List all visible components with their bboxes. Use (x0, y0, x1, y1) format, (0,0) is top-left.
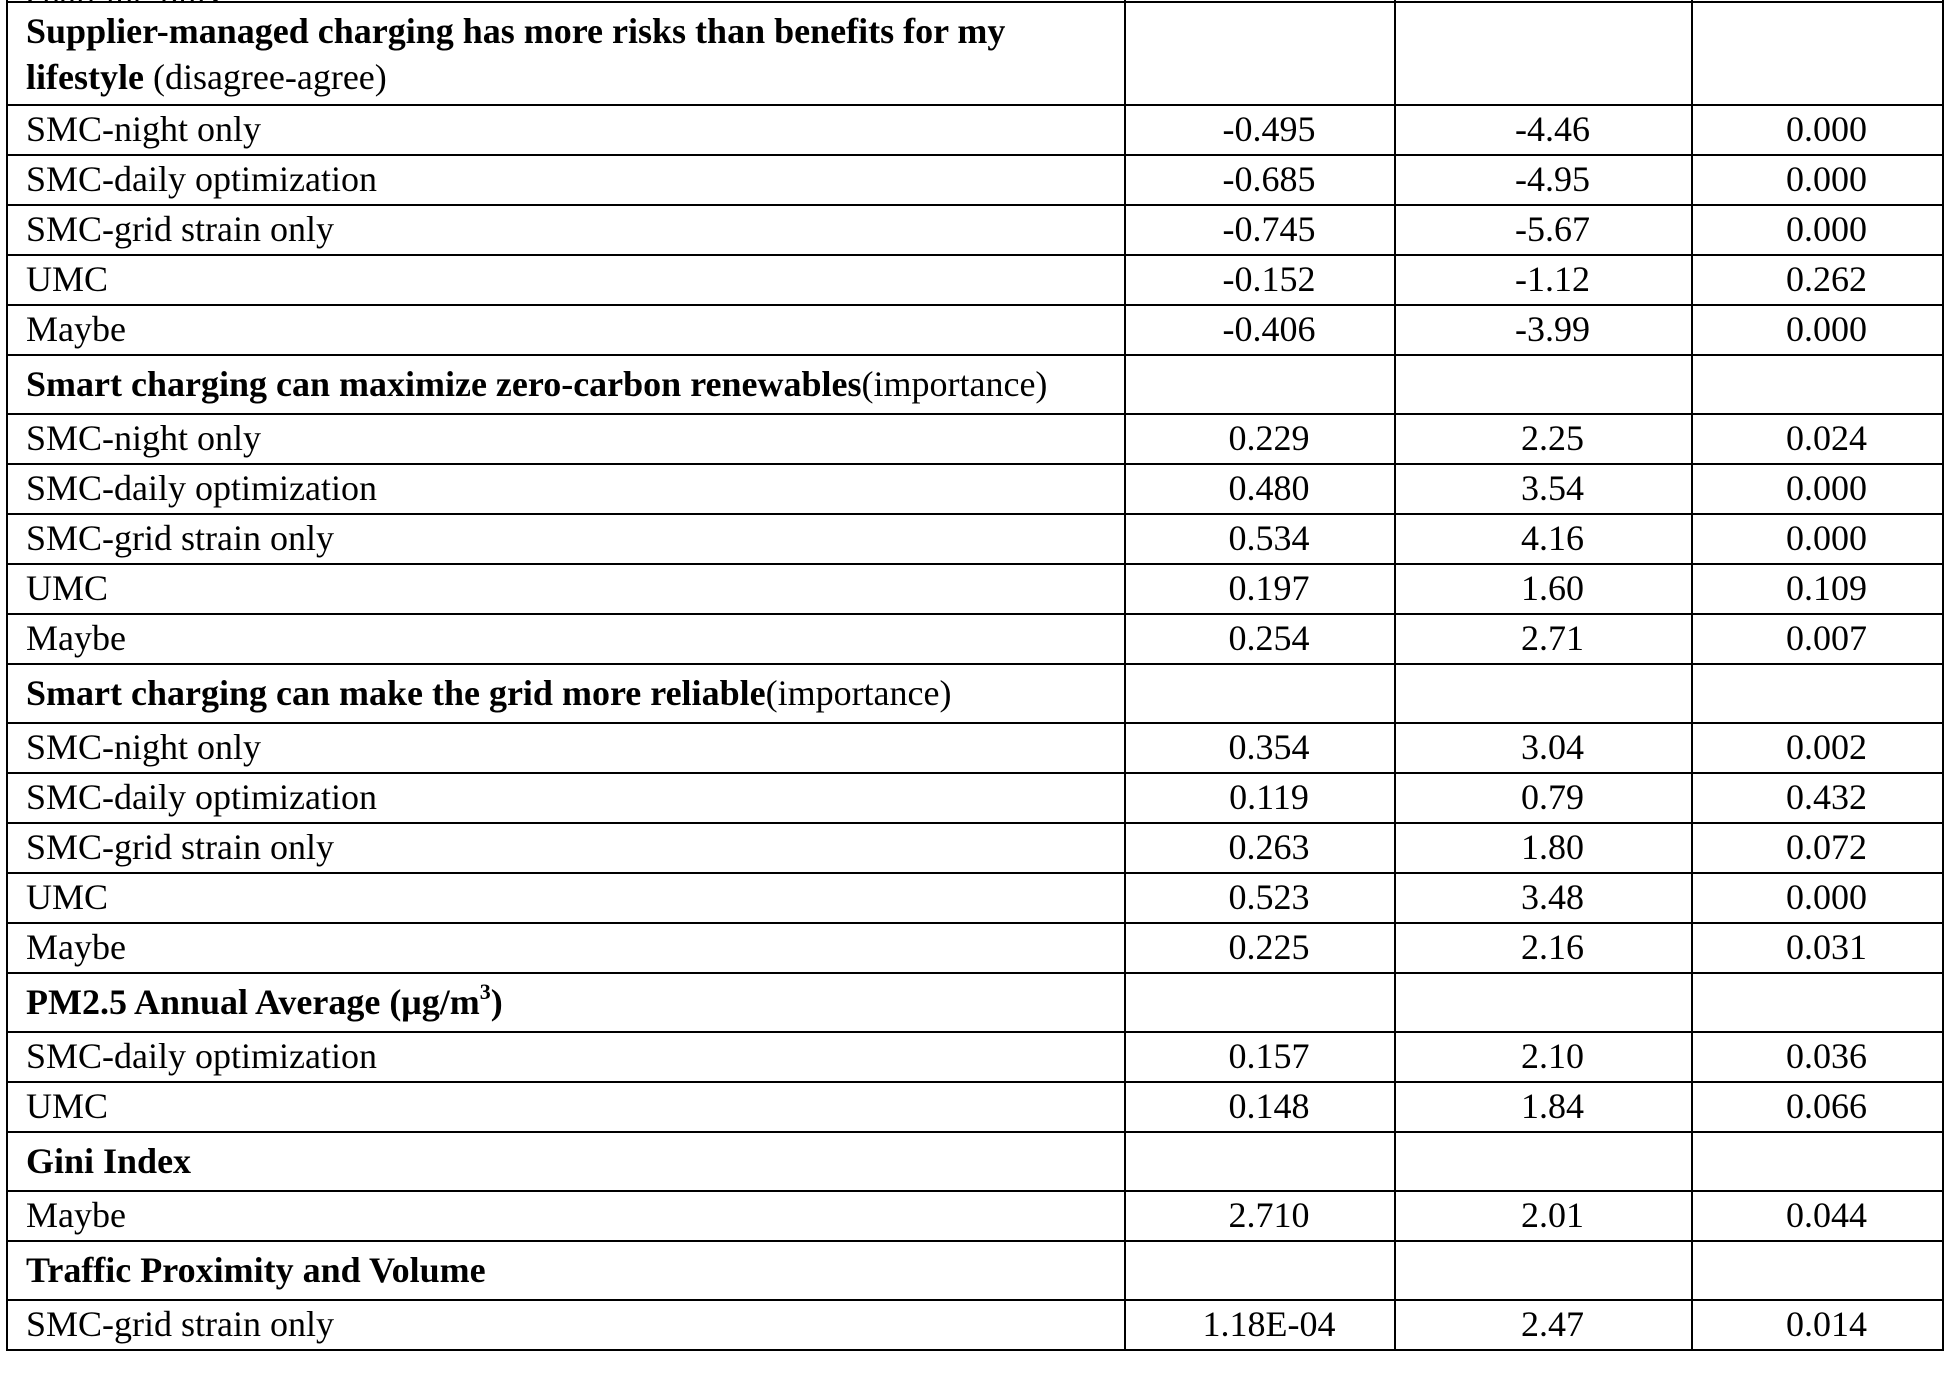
section-header-row (7, 1241, 1943, 1300)
row-label: SMC-night only (7, 414, 1125, 464)
coefficient-cell: -0.406 (1125, 305, 1395, 355)
t-stat-cell: -4.46 (1395, 105, 1692, 155)
table-row (7, 1300, 1943, 1350)
section-header-row (7, 2, 1943, 105)
coefficient-cell: 2.710 (1125, 1191, 1395, 1241)
section-title-bold: Smart charging can make the grid more reliable (26, 673, 766, 713)
table-row (7, 614, 1943, 664)
empty-cell (1125, 664, 1395, 723)
section-title (7, 664, 1125, 723)
coefficient-cell: -0.745 (1125, 205, 1395, 255)
row-label: SMC-night only (7, 723, 1125, 773)
table-body (7, 0, 1943, 1350)
empty-cell (1125, 1132, 1395, 1191)
coefficient-cell: 0.354 (1125, 723, 1395, 773)
p-value-cell: 0.000 (1692, 105, 1943, 155)
t-stat-cell: 3.54 (1395, 464, 1692, 514)
row-label: UMC (7, 1082, 1125, 1132)
section-title (7, 355, 1125, 414)
t-stat-cell: -4.95 (1395, 155, 1692, 205)
section-title-bold: Traffic Proximity and Volume (26, 1250, 486, 1290)
t-stat-cell: 3.04 (1395, 723, 1692, 773)
table-row (7, 1082, 1943, 1132)
t-stat-cell: 2.25 (1395, 414, 1692, 464)
p-value-cell: 0.036 (1692, 1032, 1943, 1082)
section-header-row (7, 664, 1943, 723)
empty-cell (1395, 1132, 1692, 1191)
empty-cell (1395, 2, 1692, 105)
t-stat-cell: 2.71 (1395, 614, 1692, 664)
p-value-cell: 0.031 (1692, 923, 1943, 973)
coefficient-cell: 0.229 (1125, 414, 1395, 464)
row-label: Maybe (7, 1191, 1125, 1241)
p-value-cell: 0.109 (1692, 564, 1943, 614)
t-stat-cell: 1.60 (1395, 564, 1692, 614)
coefficient-cell: 0.148 (1125, 1082, 1395, 1132)
t-stat-cell: 3.48 (1395, 873, 1692, 923)
empty-cell (1125, 2, 1395, 105)
p-value-cell: 0.072 (1692, 823, 1943, 873)
empty-cell (1395, 355, 1692, 414)
section-title-bold: Smart charging can maximize zero-carbon renewables (26, 364, 862, 404)
table-row (7, 305, 1943, 355)
t-stat-cell: 2.10 (1395, 1032, 1692, 1082)
row-label: SMC-grid strain only (7, 514, 1125, 564)
coefficient-cell: 0.480 (1125, 464, 1395, 514)
table-row (7, 255, 1943, 305)
table-row (7, 514, 1943, 564)
empty-cell (1395, 973, 1692, 1032)
p-value-cell: 0.024 (1692, 414, 1943, 464)
t-stat-cell: 2.01 (1395, 1191, 1692, 1241)
row-label: SMC-grid strain only (7, 205, 1125, 255)
section-title-bold-end: ) (490, 982, 503, 1022)
row-label: UMC (7, 564, 1125, 614)
p-value-cell: 0.432 (1692, 773, 1943, 823)
empty-cell (1692, 1241, 1943, 1300)
coefficient-cell: 0.254 (1125, 614, 1395, 664)
table-row (7, 414, 1943, 464)
table-row (7, 464, 1943, 514)
p-value-cell: 0.014 (1692, 1300, 1943, 1350)
p-value-cell: 0.007 (1692, 614, 1943, 664)
table-row (7, 723, 1943, 773)
table-row (7, 155, 1943, 205)
empty-cell (1692, 355, 1943, 414)
coefficient-cell: -0.685 (1125, 155, 1395, 205)
empty-cell (1692, 973, 1943, 1032)
t-stat-cell: -3.99 (1395, 305, 1692, 355)
p-value-cell: 0.002 (1692, 723, 1943, 773)
row-label: SMC-daily optimization (7, 155, 1125, 205)
empty-cell (1125, 973, 1395, 1032)
section-title (7, 973, 1125, 1032)
p-value-cell: 0.000 (1692, 155, 1943, 205)
p-value-cell: 0.000 (1692, 464, 1943, 514)
section-title (7, 1132, 1125, 1191)
t-stat-cell: 1.80 (1395, 823, 1692, 873)
coefficient-cell: -0.152 (1125, 255, 1395, 305)
p-value-cell: 0.262 (1692, 255, 1943, 305)
row-label: SMC-night only (7, 105, 1125, 155)
t-stat-cell: 0.79 (1395, 773, 1692, 823)
t-stat-cell: 4.16 (1395, 514, 1692, 564)
table-row (7, 823, 1943, 873)
empty-cell (1125, 1241, 1395, 1300)
row-label: SMC-grid strain only (7, 823, 1125, 873)
section-title-suffix: (disagree-agree) (143, 57, 387, 97)
t-stat-cell: 2.16 (1395, 923, 1692, 973)
row-label: Maybe (7, 614, 1125, 664)
t-stat-cell: -1.12 (1395, 255, 1692, 305)
empty-cell (1395, 1241, 1692, 1300)
p-value-cell: 0.000 (1692, 873, 1943, 923)
t-stat-cell: 1.84 (1395, 1082, 1692, 1132)
empty-cell (1692, 664, 1943, 723)
empty-cell (1395, 664, 1692, 723)
coefficient-cell: 0.119 (1125, 773, 1395, 823)
coefficient-cell: 0.225 (1125, 923, 1395, 973)
table-row (7, 1032, 1943, 1082)
coefficient-cell: 0.197 (1125, 564, 1395, 614)
coefficient-cell: 0.157 (1125, 1032, 1395, 1082)
row-label: UMC (7, 255, 1125, 305)
section-header-row (7, 1132, 1943, 1191)
empty-cell (1692, 2, 1943, 105)
table-row (7, 205, 1943, 255)
p-value-cell: 0.066 (1692, 1082, 1943, 1132)
p-value-cell: 0.000 (1692, 205, 1943, 255)
row-label: Maybe (7, 923, 1125, 973)
row-label: SMC-daily optimization (7, 773, 1125, 823)
table-row (7, 773, 1943, 823)
table-row (7, 873, 1943, 923)
row-label: Maybe (7, 305, 1125, 355)
coefficient-cell: 0.263 (1125, 823, 1395, 873)
p-value-cell: 0.044 (1692, 1191, 1943, 1241)
coefficient-cell: 1.18E-04 (1125, 1300, 1395, 1350)
section-title (7, 1241, 1125, 1300)
p-value-cell: 0.000 (1692, 305, 1943, 355)
section-title (7, 2, 1125, 105)
regression-results-table (6, 0, 1944, 1351)
section-title-bold: Supplier-managed charging has more risks than benefits for my lifestyle (26, 11, 1006, 97)
section-title-superscript: 3 (479, 979, 491, 1004)
row-label: UMC (7, 873, 1125, 923)
coefficient-cell: 0.523 (1125, 873, 1395, 923)
section-header-row (7, 355, 1943, 414)
t-stat-cell: -5.67 (1395, 205, 1692, 255)
table-row (7, 923, 1943, 973)
table-row (7, 105, 1943, 155)
p-value-cell: 0.000 (1692, 514, 1943, 564)
empty-cell (1125, 355, 1395, 414)
table-row (7, 1191, 1943, 1241)
coefficient-cell: 0.534 (1125, 514, 1395, 564)
section-title-suffix: (importance) (765, 673, 952, 713)
section-title-suffix: (importance) (861, 364, 1048, 404)
section-title-bold: Gini Index (26, 1141, 192, 1181)
table-row (7, 564, 1943, 614)
row-label: SMC-daily optimization (7, 464, 1125, 514)
row-label: SMC-grid strain only (7, 1300, 1125, 1350)
row-label: SMC-daily optimization (7, 1032, 1125, 1082)
coefficient-cell: -0.495 (1125, 105, 1395, 155)
t-stat-cell: 2.47 (1395, 1300, 1692, 1350)
section-title-bold: PM2.5 Annual Average (μg/m (26, 982, 480, 1022)
empty-cell (1692, 1132, 1943, 1191)
section-header-row (7, 973, 1943, 1032)
